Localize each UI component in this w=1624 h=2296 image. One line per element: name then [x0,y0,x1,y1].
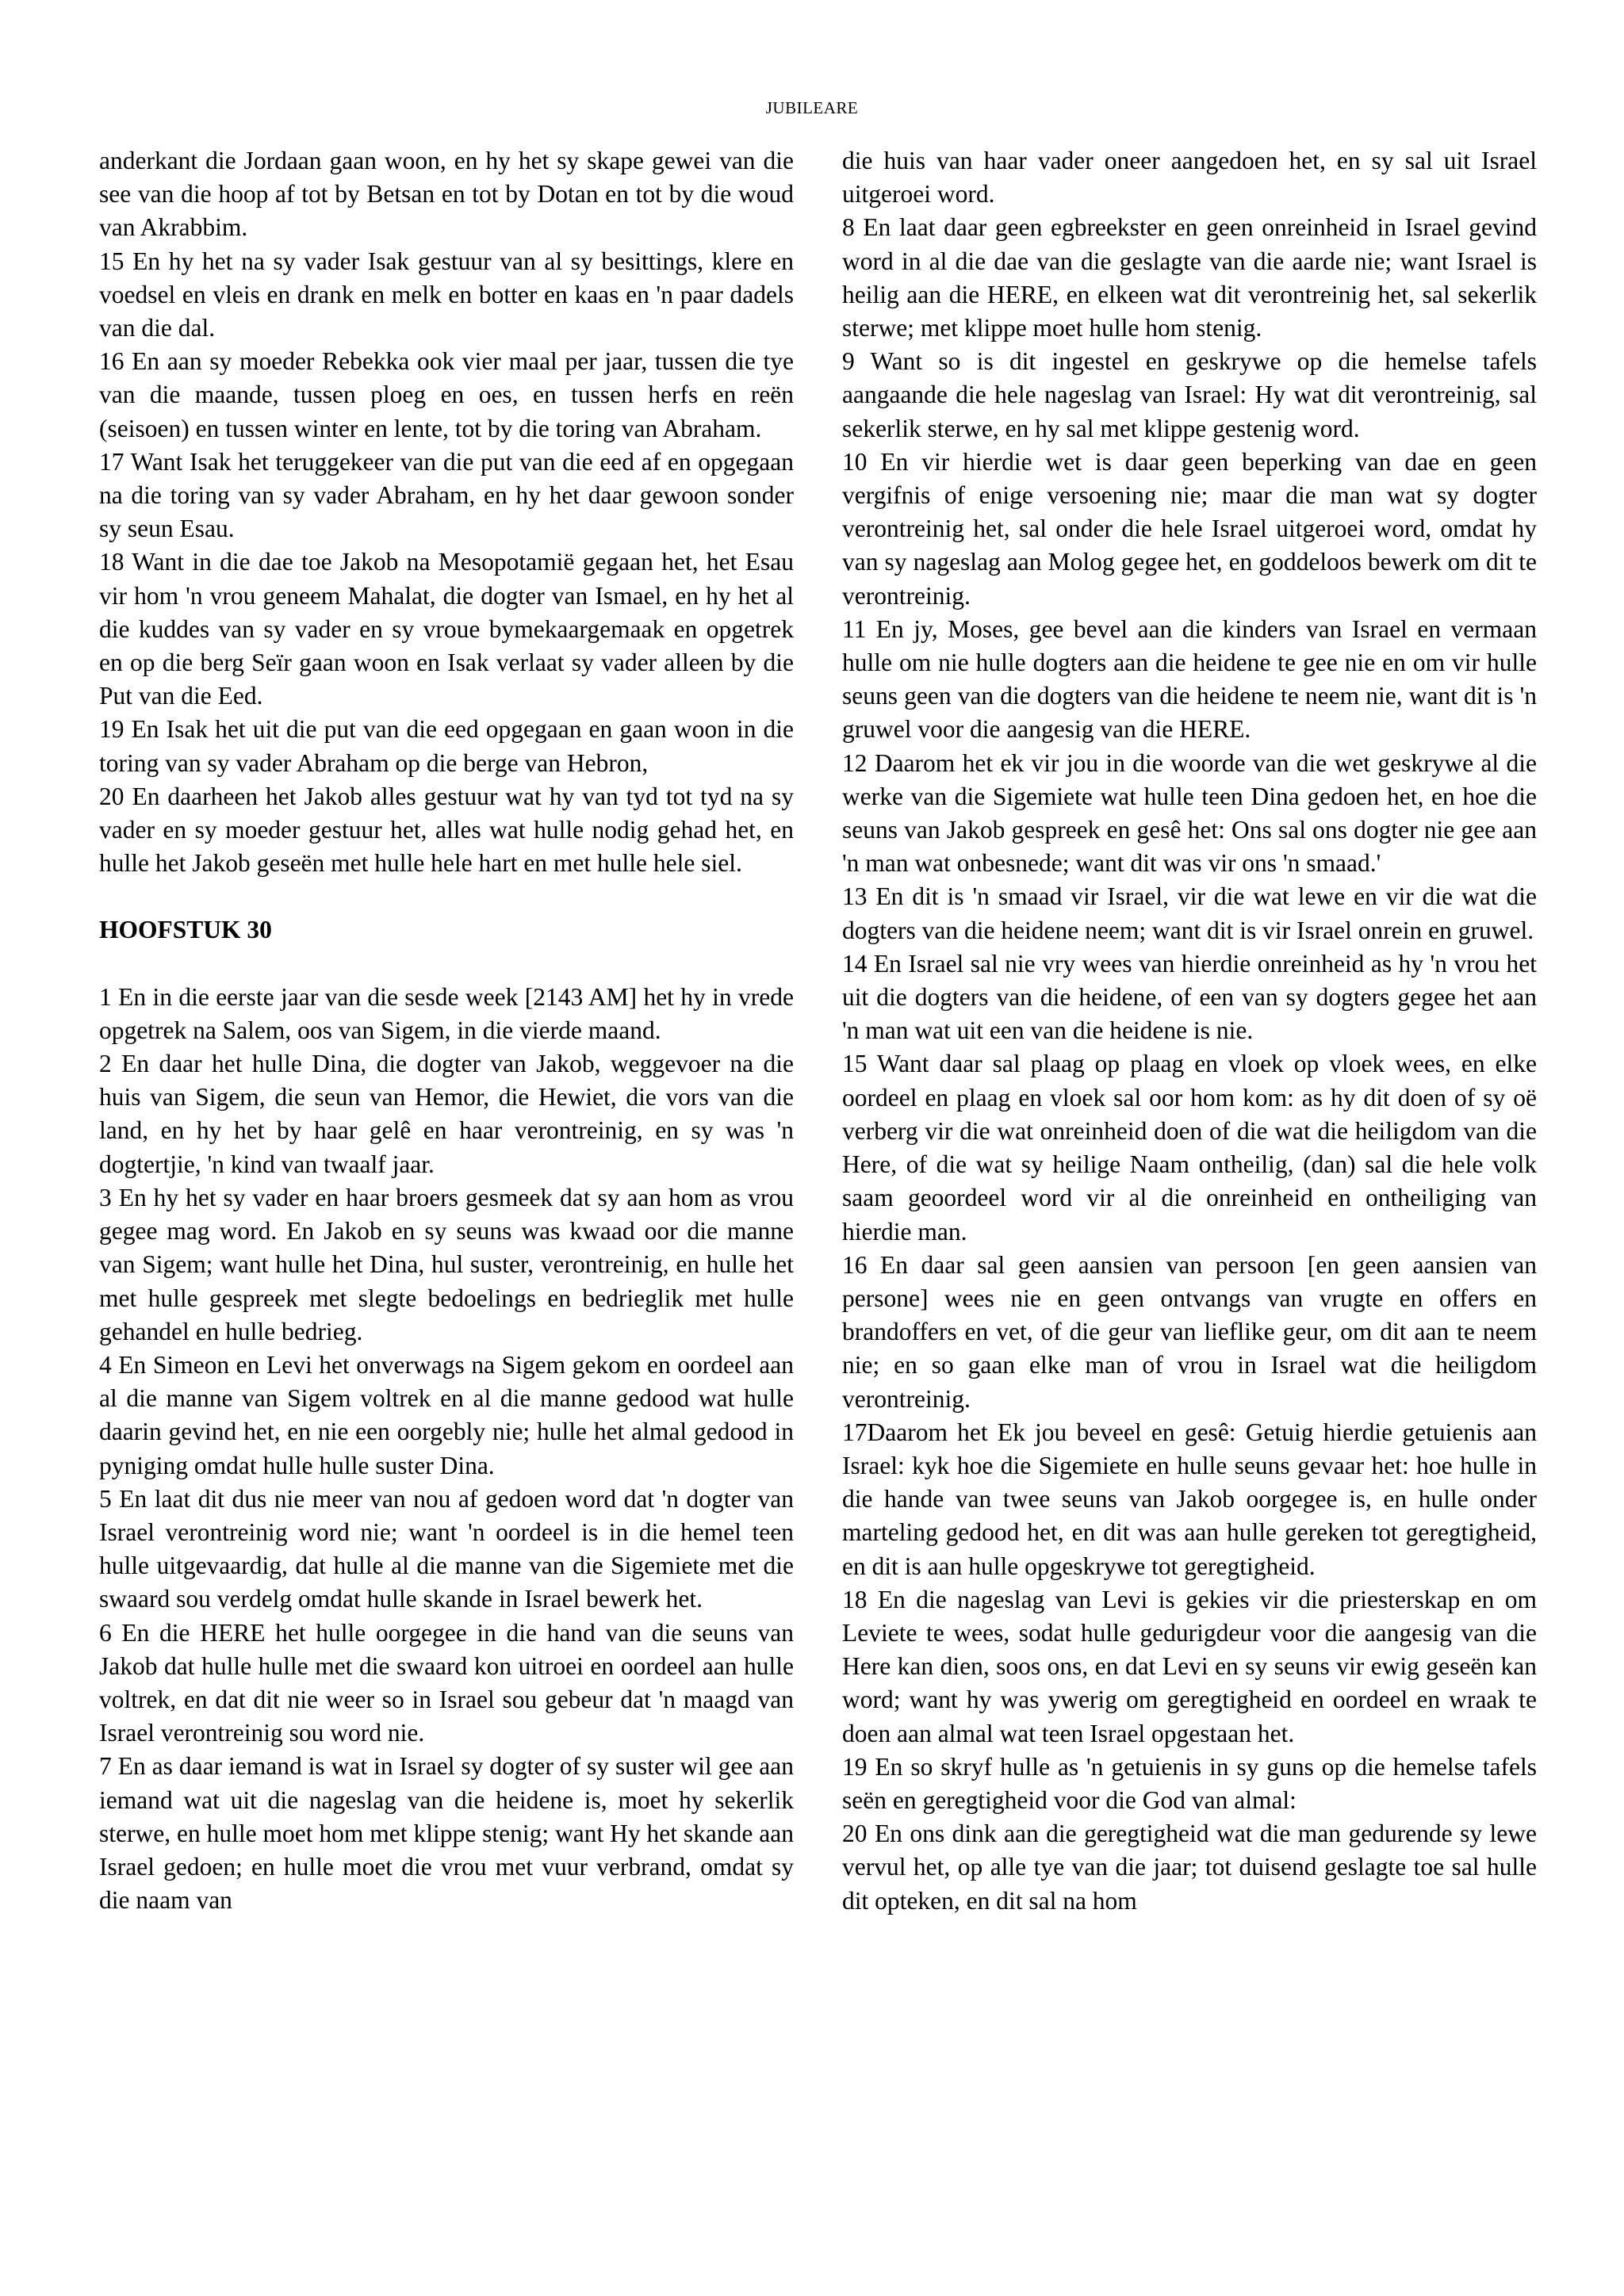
paragraph: 1 En in die eerste jaar van die sesde week [2143 AM] het hy in vrede opgetrek na Salem, oos van Sigem, in die vierde maand. [99,982,794,1044]
paragraph: 17Daarom het Ek jou beveel en gesê: Getuig hierdie getuienis aan Israel: kyk hoe die Sigemiete en hulle seuns gevaar het: hoe hulle in die hande van twee seuns van Jakob oorgegee is, en hulle onder marteling gedood het, en dit was aan hulle gereken tot geregtigheid, en dit is aan hulle opgeskrywe tot geregtigheid. [842,1418,1537,1580]
paragraph: 16 En aan sy moeder Rebekka ook vier maal per jaar, tussen die tye van die maande, tussen ploeg en oes, en tussen herfs en reën (seisoen) en tussen winter en lente, tot by die toring van Abraham. [99,347,794,442]
paragraph: 8 En laat daar geen egbreekster en geen onreinheid in Israel gevind word in al die dae van die geslagte van die aarde nie; want Israel is heilig aan die HERE, en elkeen wat dit verontreinig het, sal sekerlik sterwe; met klippe moet hulle hom stenig. [842,213,1537,342]
running-header: JUBILEARE [765,98,859,117]
paragraph: 12 Daarom het ek vir jou in die woorde van die wet geskrywe al die werke van die Sigemiete wat hulle teen Dina gedoen het, en hoe die seuns van Jakob gespreek en gesê het: Ons sal ons dogter nie gee aan 'n man wat onbesnede; want dit was vir ons 'n smaad.' [842,748,1537,878]
right-column [842,144,1537,2206]
left-column [99,144,794,2206]
paragraph: 5 En laat dit dus nie meer van nou af gedoen word dat 'n dogter van Israel verontreinig word nie; want 'n oordeel is in die hemel teen hulle uitgevaardig, dat hulle al die manne van die Sigemiete met die swaard sou verdelg omdat hulle skande in Israel bewerk het. [99,1484,794,1613]
paragraph: 20 En ons dink aan die geregtigheid wat die man gedurende sy lewe vervul het, op alle tye van die jaar; tot duisend geslagte toe sal hulle dit opteken, en dit sal na hom [842,1820,1537,1915]
paragraph: 4 En Simeon en Levi het onverwags na Sigem gekom en oordeel aan al die manne van Sigem voltrek en al die manne gedood wat hulle daarin gevind het, en nie een oorgebly nie; hulle het almal gedood in pyniging omdat hulle hulle suster Dina. [99,1350,794,1479]
paragraph: 18 Want in die dae toe Jakob na Mesopotamië gegaan het, het Esau vir hom 'n vrou geneem Mahalat, die dogter van Ismael, en hy het al die kuddes van sy vader en sy vroue bymekaargemaak en opgetrek en op die berg Seïr gaan woon en Isak verlaat sy vader alleen by die Put van die Eed. [99,548,794,710]
paragraph: 19 En Isak het uit die put van die eed opgegaan en gaan woon in die toring van sy vader Abraham op die berge van Hebron, [99,715,794,777]
paragraph: 17 Want Isak het teruggekeer van die put van die eed af en opgegaan na die toring van sy vader Abraham, en hy het daar gewoon sonder sy seun Esau. [99,447,794,543]
paragraph: die huis van haar vader oneer aangedoen het, en sy sal uit Israel uitgeroei word. [842,147,1537,209]
paragraph: 7 En as daar iemand is wat in Israel sy dogter of sy suster wil gee aan iemand wat uit die nageslag van die heidene is, moet hy sekerlik sterwe, en hulle moet hom met klippe stenig; want Hy het skande aan Israel gedoen; en hulle moet die vrou met vuur verbrand, omdat sy die naam van [99,1752,794,1915]
paragraph: 16 En daar sal geen aansien van persoon [en geen aansien van persone] wees nie en geen ontvangs van vrugte en offers en brandoffers en vet, of die geur van lieflike geur, om dit aan te neem nie; en so gaan elke man of vrou in Israel wat die heiligdom verontreinig. [842,1250,1537,1413]
paragraph: 11 En jy, Moses, gee bevel aan die kinders van Israel en vermaan hulle om nie hulle dogters aan die heidene te gee nie en om vir hulle seuns geen van die dogters van die heidene te neem nie, want dit is 'n gruwel voor die aangesig van die HERE. [842,614,1537,744]
chapter-heading: HOOFSTUK 30 [99,916,272,944]
paragraph: 3 En hy het sy vader en haar broers gesmeek dat sy aan hom as vrou gegee mag word. En Jakob en sy seuns was kwaad oor die manne van Sigem; want hulle het Dina, hul suster, verontreinig, en hulle het met hulle gespreek met slegte bedoelings en bedrieglik met hulle gehandel en hulle bedrieg. [99,1183,794,1345]
paragraph: 15 Want daar sal plaag op plaag en vloek op vloek wees, en elke oordeel en plaag en vloek sal oor hom kom: as hy dit doen of sy oë verberg vir die wat onreinheid doen of die wat die heiligdom van die Here, of die wat sy heilige Naam ontheilig, (dan) sal die hele volk saam geoordeel word vir al die onreinheid en ontheiliging van hierdie man. [842,1050,1537,1246]
paragraph: anderkant die Jordaan gaan woon, en hy het sy skape gewei van die see van die hoop af tot by Betsan en tot by Dotan en tot by die woud van Akrabbim. [99,147,794,242]
paragraph: 13 En dit is 'n smaad vir Israel, vir die wat lewe en vir die wat die dogters van die heidene neem; want dit is vir Israel onrein en gruwel. [842,882,1537,944]
paragraph: 9 Want so is dit ingestel en geskrywe op die hemelse tafels aangaande die hele nageslag van Israel: Hy wat dit verontreinig, sal sekerlik sterwe, en hy sal met klippe gestenig word. [842,347,1537,442]
paragraph: 6 En die HERE het hulle oorgegee in die hand van die seuns van Jakob dat hulle hulle met die swaard kon uitroei en oordeel aan hulle voltrek, en dat dit nie weer so in Israel sou gebeur dat 'n maagd van Israel verontreinig sou word nie. [99,1618,794,1747]
paragraph: 2 En daar het hulle Dina, die dogter van Jakob, weggevoer na die huis van Sigem, die seun van Hemor, die Hewiet, die vors van die land, en hy het by haar gelê en haar verontreinig, en sy was 'n dogtertjie, 'n kind van twaalf jaar. [99,1050,794,1178]
paragraph: 10 En vir hierdie wet is daar geen beperking van dae en geen vergifnis of enige versoening nie; maar die man wat sy dogter verontreinig het, sal onder die hele Israel uitgeroei word, omdat hy van sy nageslag aan Molog gegee het, en goddeloos bewerk om dit te verontreinig. [842,447,1537,610]
paragraph: 14 En Israel sal nie vry wees van hierdie onreinheid as hy 'n vrou het uit die dogters van die heidene, of een van sy dogters gegee het aan 'n man wat uit een van die heidene is nie. [842,949,1537,1045]
paragraph: 18 En die nageslag van Levi is gekies vir die priesterskap en om Leviete te wees, sodat hulle gedurigdeur voor die aangesig van die Here kan dien, soos ons, en dat Levi en sy seuns vir ewig geseën kan word; want hy was ywerig om geregtigheid en oordeel en wraak te doen aan almal wat teen Israel opgestaan het. [842,1585,1537,1747]
paragraph: 19 En so skryf hulle as 'n getuienis in sy guns op die hemelse tafels seën en geregtigheid voor die God van almal: [842,1752,1537,1814]
paragraph: 15 En hy het na sy vader Isak gestuur van al sy besittings, klere en voedsel en vleis en drank en melk en botter en kaas en 'n paar dadels van die dal. [99,247,794,342]
paragraph: 20 En daarheen het Jakob alles gestuur wat hy van tyd tot tyd na sy vader en sy moeder gestuur het, alles wat hulle nodig gehad het, en hulle het Jakob geseën met hulle hele hart en met hulle hele siel. [99,782,794,878]
